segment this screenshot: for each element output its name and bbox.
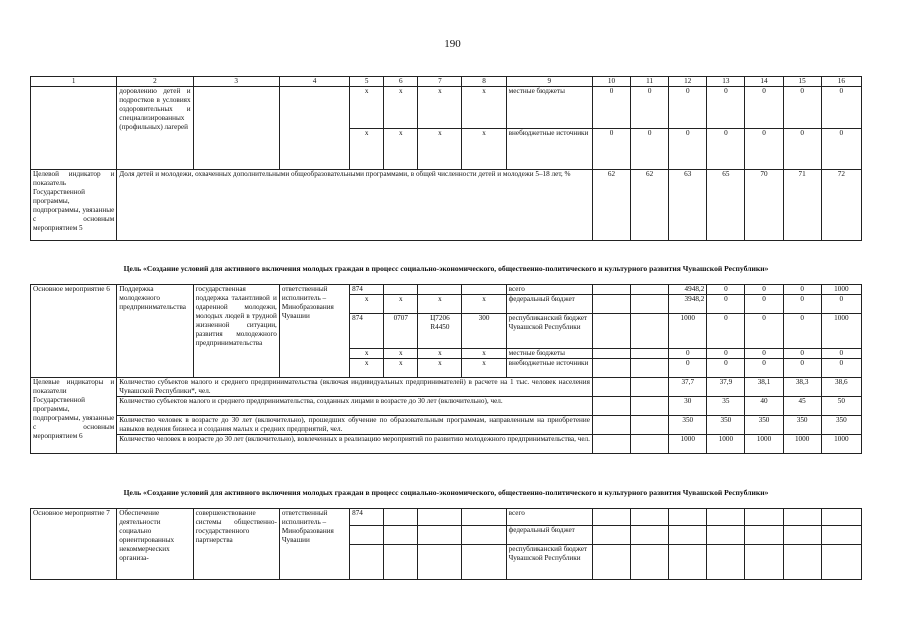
cell: x [350,295,384,314]
target-label-cell: Целевые индикаторы и показатели Государственной программы, подпрограммы, увязанные с основным мероприятием 6 [31,378,117,454]
value-cell [631,416,669,435]
cell [462,285,506,295]
value-cell: 0 [707,285,745,295]
value-cell: 62 [592,170,630,241]
value-cell: 0 [821,359,861,378]
goal-heading: Цель «Создание условий для активного включения молодых граждан в процесс социально-экономического, общественно-политического и культурного развития Чувашской Республики» [123,488,769,497]
cell: x [462,87,506,129]
cell: 874 [350,509,384,526]
cell: x [384,295,418,314]
target-row [31,435,862,454]
target-label-cell: Целевой индикатор и показатель Государственной программы, подпрограммы, увязанные с основным мероприятием 5 [31,170,117,241]
source-cell: всего [506,285,592,295]
cell: x [462,359,506,378]
value-cell: 63 [669,170,707,241]
cell: x [418,295,462,314]
source-cell: всего [506,509,592,526]
value-cell: 0 [669,359,707,378]
value-cell: 0 [745,359,783,378]
target-row [31,378,862,397]
header-cell: 1 [31,77,117,87]
source-cell: внебюджетные источники [506,359,592,378]
value-cell: 0 [821,349,861,359]
event-goal-cell: совершенствование системы общественно-государственного партнерства [193,509,279,580]
value-cell: 0 [783,349,821,359]
value-cell: 350 [707,416,745,435]
value-cell [592,397,630,416]
value-cell [592,349,630,359]
cell: x [462,128,506,170]
value-cell: 0 [783,87,821,129]
page-number: 190 [444,38,461,50]
program-table-part-1 [30,76,862,241]
cell: x [384,128,418,170]
target-text-cell: Количество человек в возрасте до 30 лет (включительно), прошедших обучение по образовательным программам, направленным на приобретение навыков ведения бизнеса и создания малых и средних предприятий, чел. [117,416,593,435]
value-cell: 0 [745,349,783,359]
cell: x [384,87,418,129]
value-cell: 0 [592,128,630,170]
value-cell [592,378,630,397]
target-row [31,170,862,241]
value-cell: 1000 [821,285,861,295]
source-cell: местные бюджеты [506,87,592,129]
cell: x [418,128,462,170]
value-cell: 350 [821,416,861,435]
target-row [31,397,862,416]
value-cell: 0 [669,349,707,359]
cell: x [462,295,506,314]
source-cell: федеральный бюджет [506,526,592,545]
value-cell: 0 [821,128,861,170]
value-cell: 70 [745,170,783,241]
header-cell: 7 [418,77,462,87]
value-cell: 72 [821,170,861,241]
value-cell: 1000 [821,314,861,349]
cell: x [384,359,418,378]
header-cell: 8 [462,77,506,87]
value-cell [592,285,630,295]
header-cell: 12 [669,77,707,87]
header-cell: 15 [783,77,821,87]
value-cell: 0 [783,295,821,314]
value-cell: 37,7 [669,378,707,397]
value-cell: 1000 [783,435,821,454]
value-cell: 0 [592,87,630,129]
value-cell: 3948,2 [669,295,707,314]
cell: x [350,349,384,359]
value-cell [592,435,630,454]
value-cell [631,378,669,397]
cell: 0707 [384,314,418,349]
header-cell: 11 [631,77,669,87]
target-text-cell: Количество субъектов малого и среднего предпринимательства, созданных лицами в возрасте до 30 лет (включительно), чел. [117,397,593,416]
value-cell: 0 [821,87,861,129]
value-cell: 1000 [821,435,861,454]
cell: x [418,87,462,129]
source-cell: республиканский бюджет Чувашской Республики [506,314,592,349]
value-cell: 37,9 [707,378,745,397]
header-cell: 5 [350,77,384,87]
value-cell: 4948,2 [669,285,707,295]
value-cell: 38,1 [745,378,783,397]
value-cell: 1000 [745,435,783,454]
value-cell: 350 [745,416,783,435]
value-cell [631,285,669,295]
value-cell: 0 [745,314,783,349]
target-row [31,416,862,435]
value-cell: 0 [631,87,669,129]
value-cell: 0 [707,314,745,349]
cell: x [350,128,384,170]
value-cell [631,359,669,378]
cell: 874 [350,314,384,349]
header-cell: 13 [707,77,745,87]
header-cell: 10 [592,77,630,87]
event-name-cell: Обеспечение деятельности социально ориентированных некоммерческих организа- [117,509,193,580]
header-cell: 14 [745,77,783,87]
value-cell: 0 [783,128,821,170]
value-cell: 0 [707,128,745,170]
executor-cell: ответственный исполнитель – Минобразования Чувашии [279,509,349,580]
cell: x [462,349,506,359]
source-cell: внебюджетные источники [506,128,592,170]
value-cell: 1000 [669,314,707,349]
event-name-cell: доровлению детей и подростков в условиях оздоровительных и специализированных (профильных) лагерей [117,87,193,170]
value-cell: 0 [745,295,783,314]
cell: 300 [462,314,506,349]
cell: x [418,349,462,359]
value-cell [631,295,669,314]
value-cell [631,435,669,454]
cell: x [384,349,418,359]
value-cell: 38,6 [821,378,861,397]
header-cell: 3 [193,77,279,87]
value-cell: 71 [783,170,821,241]
header-row [31,77,862,87]
value-cell: 0 [783,359,821,378]
source-cell: республиканский бюджет Чувашской Республики [506,545,592,580]
table-row [31,509,862,526]
value-cell: 0 [745,87,783,129]
header-cell: 4 [279,77,349,87]
source-cell: федеральный бюджет [506,295,592,314]
header-cell: 2 [117,77,193,87]
event-goal-cell: государственная поддержка талантливой и одаренной молодежи, молодых людей в трудной жизненной ситуации, развития молодежного предпринимательства [193,285,279,378]
program-table-part-2 [30,284,862,454]
value-cell: 35 [707,397,745,416]
source-cell: местные бюджеты [506,349,592,359]
cell: x [350,359,384,378]
goal-heading: Цель «Создание условий для активного включения молодых граждан в процесс социально-экономического, общественно-политического и культурного развития Чувашской Республики» [123,264,769,273]
value-cell: 0 [745,285,783,295]
value-cell [592,314,630,349]
value-cell: 65 [707,170,745,241]
table-row [31,285,862,295]
executor-cell: ответственный исполнитель – Минобразования Чувашии [279,285,349,378]
value-cell: 0 [707,87,745,129]
cell [384,285,418,295]
cell: x [350,87,384,129]
value-cell: 62 [631,170,669,241]
cell [350,526,384,545]
value-cell [592,295,630,314]
header-cell: 9 [506,77,592,87]
cell: x [418,359,462,378]
value-cell: 0 [707,359,745,378]
cell [418,285,462,295]
header-cell: 16 [821,77,861,87]
event-number-cell: Основное мероприятие 7 [31,509,117,580]
value-cell [592,359,630,378]
value-cell: 45 [783,397,821,416]
value-cell: 0 [669,87,707,129]
value-cell [631,397,669,416]
value-cell: 350 [669,416,707,435]
target-text-cell: Доля детей и молодежи, охваченных дополнительными общеобразовательными программами, в общей численности детей и молодежи 5–18 лет, % [117,170,593,241]
value-cell [592,416,630,435]
target-text-cell: Количество человек в возрасте до 30 лет (включительно), вовлеченных в реализацию мероприятий по развитию молодежного предпринимательства, чел. [117,435,593,454]
value-cell: 0 [821,295,861,314]
value-cell: 1000 [707,435,745,454]
value-cell [631,349,669,359]
target-text-cell: Количество субъектов малого и среднего предпринимательства (включая индивидуальных предпринимателей) в расчете на 1 тыс. человек населения Чувашской Республики*, чел. [117,378,593,397]
value-cell: 30 [669,397,707,416]
value-cell: 40 [745,397,783,416]
value-cell: 0 [783,285,821,295]
value-cell: 0 [631,128,669,170]
value-cell: 50 [821,397,861,416]
value-cell: 0 [669,128,707,170]
cell: Ц7206 R4450 [418,314,462,349]
cell [350,545,384,580]
value-cell: 0 [783,314,821,349]
header-cell: 6 [384,77,418,87]
value-cell: 0 [707,295,745,314]
event-name-cell: Поддержка молодежного предпринимательства [117,285,193,378]
value-cell: 0 [707,349,745,359]
program-table-part-3 [30,508,862,580]
cell: 874 [350,285,384,295]
table-row [31,87,862,129]
value-cell: 350 [783,416,821,435]
value-cell: 1000 [669,435,707,454]
value-cell [631,314,669,349]
value-cell: 38,3 [783,378,821,397]
event-number-cell: Основное мероприятие 6 [31,285,117,378]
value-cell: 0 [745,128,783,170]
